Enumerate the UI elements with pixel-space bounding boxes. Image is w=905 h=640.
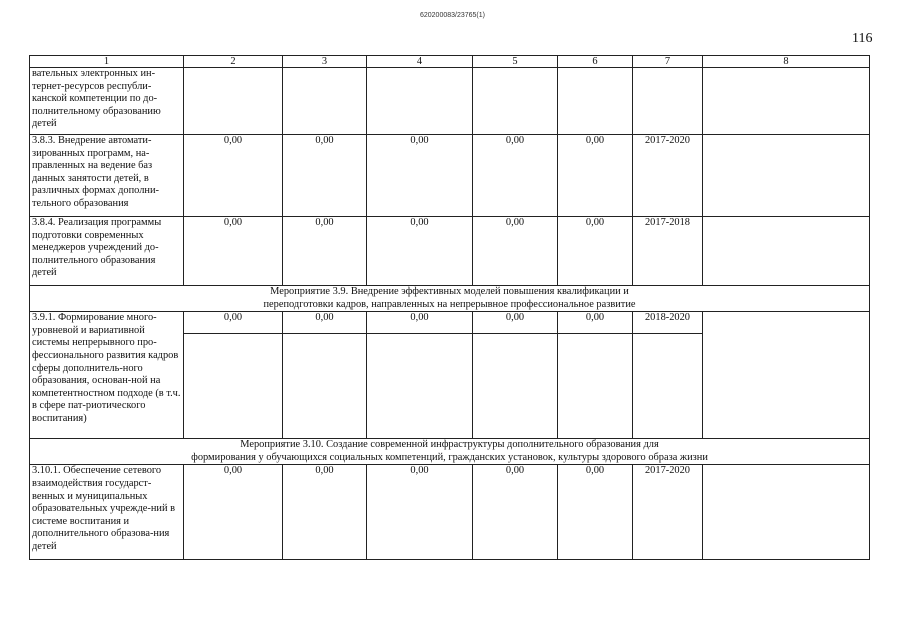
table-row — [30, 217, 870, 286]
value-cell: 0,00 — [283, 465, 367, 560]
table-row — [30, 465, 870, 560]
value-cell: 0,00 — [367, 465, 473, 560]
value-cell: 0,00 — [558, 312, 633, 439]
value-cell: 0,00 — [558, 465, 633, 560]
column-header: 4 — [367, 56, 473, 68]
page-number: 116 — [852, 31, 873, 46]
period-cell: 2017-2018 — [633, 217, 703, 286]
value-cell: 0,00 — [283, 312, 367, 439]
table-row — [30, 312, 870, 439]
item-name-cell: 3.9.1. Формирование много-уровневой и вариативной системы непрерывного про-фессионального развития кадров сферы дополнитель-ного образования, основан-ной на компетентностном подходе (в т.ч. в сфере пат-риотического воспитания) — [30, 312, 184, 439]
period-cell: 2017-2020 — [633, 465, 703, 560]
period-cell: 2018-2020 — [633, 312, 703, 439]
value-cell: 0,00 — [184, 465, 283, 560]
value-cell: 0,00 — [283, 217, 367, 286]
section-title: Мероприятие 3.9. Внедрение эффективных моделей повышения квалификации и переподготовки кадров, направленных на непрерывное профессиональное развитие — [30, 286, 870, 312]
budget-table — [29, 55, 870, 560]
item-name-cell: 3.10.1. Обеспечение сетевого взаимодействия государст-венных и муниципальных образовательных учрежде-ний в системе воспитания и дополнительного образова-ния детей — [30, 465, 184, 560]
value-cell: 0,00 — [558, 135, 633, 217]
value-cell: 0,00 — [184, 217, 283, 286]
column-header: 2 — [184, 56, 283, 68]
column-header: 3 — [283, 56, 367, 68]
column-header: 5 — [473, 56, 558, 68]
value-cell: 0,00 — [367, 217, 473, 286]
table-row — [30, 68, 870, 135]
value-cell: 0,00 — [184, 312, 283, 439]
column-header: 1 — [30, 56, 184, 68]
table-row — [30, 135, 870, 217]
item-name-cell: 3.8.3. Внедрение автомати-зированных программ, на-правленных на ведение баз данных занятости детей, в различных формах дополни-тельного образования — [30, 135, 184, 217]
value-cell: 0,00 — [184, 135, 283, 217]
value-cell: 0,00 — [367, 312, 473, 439]
value-cell: 0,00 — [558, 217, 633, 286]
value-cell: 0,00 — [283, 135, 367, 217]
value-cell: 0,00 — [473, 135, 558, 217]
header-row — [30, 56, 870, 68]
period-cell: 2017-2020 — [633, 135, 703, 217]
value-cell: 0,00 — [473, 465, 558, 560]
value-cell: 0,00 — [367, 135, 473, 217]
section-title: Мероприятие 3.10. Создание современной инфраструктуры дополнительного образования для формирования у обучающихся социальных компетенций, гражданских установок, культуры здорового образа жизни — [30, 439, 870, 465]
item-name-cell: вательных электронных ин-тернет-ресурсов республи-канской компетенции по до-полнительному образованию детей — [30, 68, 184, 135]
value-cell: 0,00 — [473, 217, 558, 286]
item-name-cell: 3.8.4. Реализация программы подготовки современных менеджеров учреждений до-полнительного образования детей — [30, 217, 184, 286]
section-row — [30, 286, 870, 312]
column-header: 7 — [633, 56, 703, 68]
document-id: 620200083/23765(1) — [419, 12, 485, 19]
column-header: 8 — [703, 56, 870, 68]
value-cell: 0,00 — [473, 312, 558, 439]
section-row — [30, 439, 870, 465]
column-header: 6 — [558, 56, 633, 68]
